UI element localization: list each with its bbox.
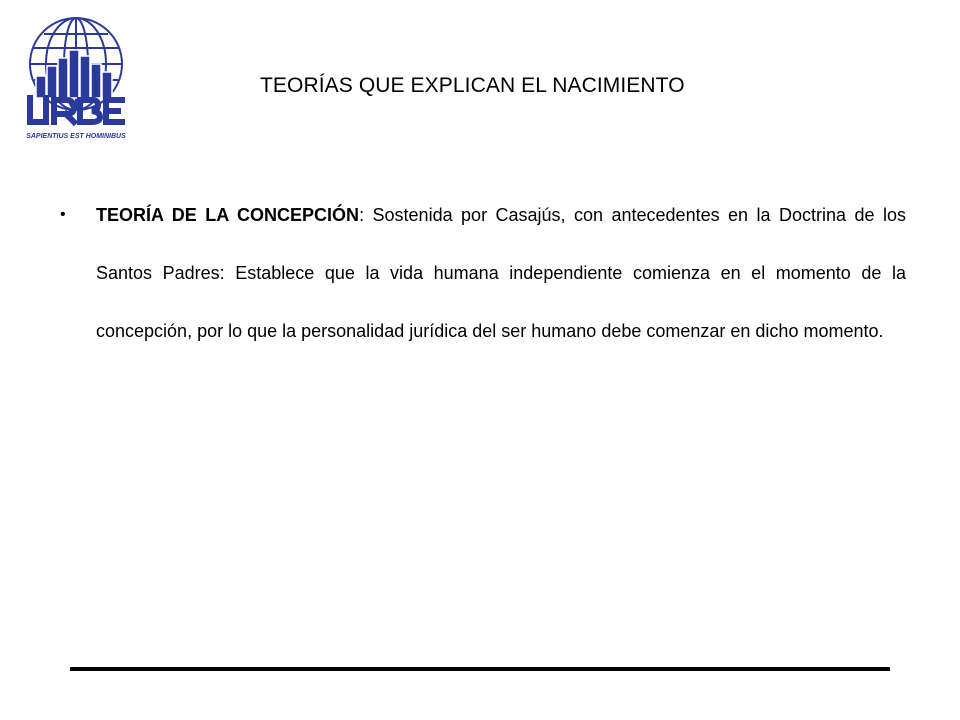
urbe-logo xyxy=(22,14,130,142)
bullet-term: TEORÍA DE LA CONCEPCIÓN xyxy=(96,205,360,225)
slide-title: TEORÍAS QUE EXPLICAN EL NACIMIENTO xyxy=(260,74,685,97)
logo-motto: SAPIENTIUS EST HOMINIBUS xyxy=(26,133,126,140)
buildings-icon xyxy=(36,50,112,98)
footer-divider xyxy=(70,667,890,671)
bullet-body: : Sostenida por Casajús, con antecedentes en la Doctrina de los Santos Padres: Establece que la vida humana independiente comienza en el momento de la concepción, por lo que la personalidad jurídica del ser humano debe comenzar en dicho momento. xyxy=(96,205,906,341)
bullet-item xyxy=(60,186,906,360)
bullet-marker: • xyxy=(60,206,66,223)
bullet-text xyxy=(96,186,906,360)
bullet-list xyxy=(60,186,906,360)
